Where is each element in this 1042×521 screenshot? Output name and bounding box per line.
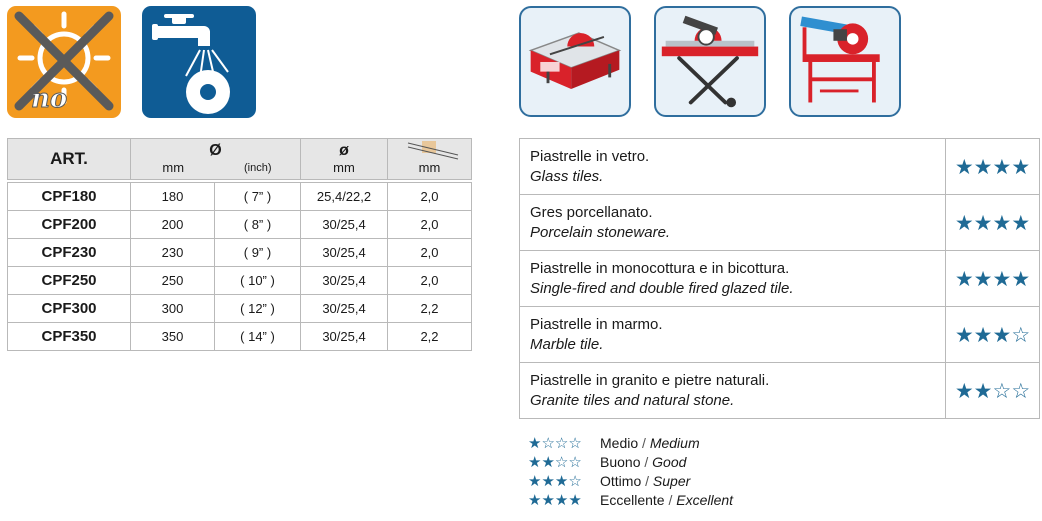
material-english: Marble tile. [530,335,604,353]
material-italian: Piastrelle in vetro. [530,147,650,165]
thickness-icon [388,139,472,161]
thickness: 2,0 [388,267,472,295]
material-italian: Piastrelle in granito e pietre naturali. [530,371,770,389]
legend-stars-icon: ★★★☆ [528,472,582,490]
no-laser-icon [7,6,121,118]
legend-italian: Medio [600,435,639,451]
legend-separator: / [641,473,653,489]
diameter-unit-inch: (inch) [243,162,272,174]
materials-table [519,138,1040,419]
diameter-mm: 230 [131,239,215,267]
legend-italian: Buono [600,454,641,470]
bore-size: 30/25,4 [301,267,388,295]
no-badge-text: no [31,84,68,114]
bore-size: 30/25,4 [301,323,388,351]
material-italian: Gres porcellanato. [530,203,653,221]
material-desc [520,139,946,195]
legend-english: Medium [649,435,700,451]
legend-stars-icon: ★☆☆☆ [528,434,582,452]
spec-row [8,295,472,323]
material-desc [520,251,946,307]
specs-table [7,138,472,351]
header-bore [301,139,388,180]
spec-row [8,183,472,211]
thickness-unit: mm [418,160,441,175]
thickness: 2,0 [388,183,472,211]
material-desc [520,307,946,363]
legend-row [528,491,733,510]
material-rating [946,195,1040,251]
legend-separator: / [664,492,677,508]
material-italian: Piastrelle in marmo. [530,315,663,333]
article-code: CPF230 [8,239,131,267]
spec-row [8,323,472,351]
water-cooling-icon [142,6,256,118]
material-row [520,251,1040,307]
diameter-unit-mm: mm [162,160,185,175]
article-code: CPF200 [8,211,131,239]
spec-row [8,239,472,267]
header-art: ART. [8,139,131,180]
thickness: 2,2 [388,323,472,351]
material-english: Single-fired and double fired glazed tile. [530,279,794,297]
star-rating-icon: ★★★☆ [954,322,1031,347]
material-rating [946,139,1040,195]
material-row [520,195,1040,251]
legend-row [528,453,733,472]
article-code: CPF250 [8,267,131,295]
diameter-mm: 350 [131,323,215,351]
rating-legend [528,434,733,510]
thickness: 2,2 [388,295,472,323]
star-rating-icon: ★★★★ [954,154,1031,179]
spec-row [8,267,472,295]
article-code: CPF350 [8,323,131,351]
bore-unit: mm [333,160,355,175]
diameter-mm: 300 [131,295,215,323]
diameter-inch: ( 9” ) [215,239,301,267]
material-rating [946,307,1040,363]
diameter-mm: 180 [131,183,215,211]
header-diameter [131,139,301,180]
legend-row [528,472,733,491]
thickness: 2,0 [388,211,472,239]
legend-separator: / [638,435,650,451]
article-code: CPF180 [8,183,131,211]
bore-size: 30/25,4 [301,295,388,323]
bore-size: 30/25,4 [301,239,388,267]
material-rating [946,363,1040,419]
bridge-saw-icon [789,6,901,117]
material-english: Granite tiles and natural stone. [530,391,735,409]
diameter-inch: ( 7” ) [215,183,301,211]
diameter-inch: ( 8” ) [215,211,301,239]
diameter-symbol: Ø [209,142,222,159]
star-rating-icon: ★★☆☆ [954,378,1031,403]
bore-size: 30/25,4 [301,211,388,239]
diameter-inch: ( 12” ) [215,295,301,323]
material-row [520,363,1040,419]
legend-english: Good [652,454,687,470]
material-row [520,307,1040,363]
material-english: Glass tiles. [530,167,604,185]
bore-symbol: ø [339,142,349,159]
legend-separator: / [640,454,653,470]
legend-english: Super [652,473,691,489]
legend-row [528,434,733,453]
legend-italian: Eccellente [600,492,665,508]
material-row [520,139,1040,195]
material-desc [520,195,946,251]
star-rating-icon: ★★★★ [954,210,1031,235]
material-rating [946,251,1040,307]
article-code: CPF300 [8,295,131,323]
header-thickness [388,139,472,180]
legend-stars-icon: ★★★★ [528,491,582,509]
stand-tile-cutter-icon [654,6,766,117]
bore-size: 25,4/22,2 [301,183,388,211]
diameter-mm: 250 [131,267,215,295]
diameter-inch: ( 14” ) [215,323,301,351]
spec-row [8,211,472,239]
material-desc [520,363,946,419]
legend-english: Excellent [676,492,734,508]
legend-italian: Ottimo [600,473,642,489]
star-rating-icon: ★★★★ [954,266,1031,291]
diameter-mm: 200 [131,211,215,239]
material-italian: Piastrelle in monocottura e in bicottura. [530,259,790,277]
diameter-inch: ( 10” ) [215,267,301,295]
material-english: Porcelain stoneware. [530,223,671,241]
legend-stars-icon: ★★☆☆ [528,453,582,471]
thickness: 2,0 [388,239,472,267]
tile-saw-icon [519,6,631,117]
